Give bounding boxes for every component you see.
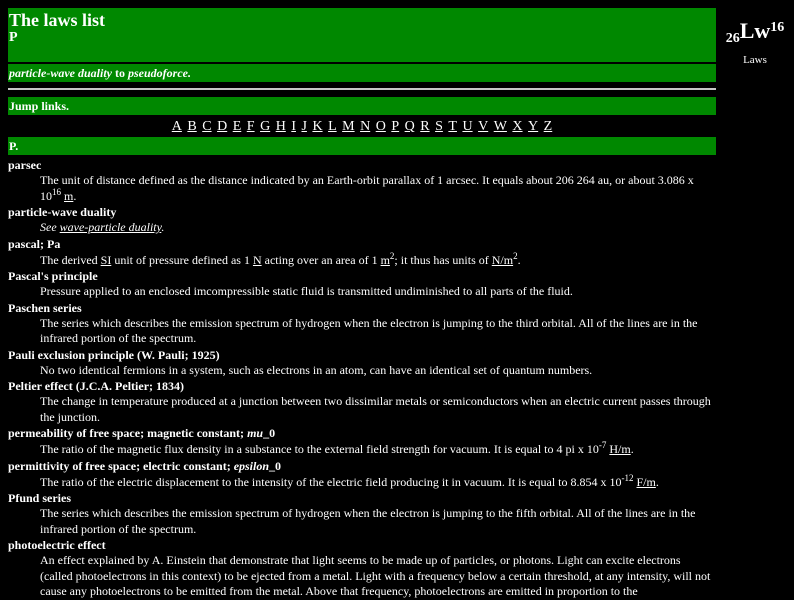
link-m2[interactable]: m [380, 252, 390, 267]
term-pauli-exclusion-principle: Pauli exclusion principle (W. Pauli; 1925) [8, 347, 220, 362]
jump-link-t[interactable]: T [448, 119, 457, 134]
definition-photoelectric-effect: An effect explained by A. Einstein that demonstrate that light seems to be made up of particles, or photons. Light can excite electrons (called photoelectrons in this context) to be ejected from a metal. Light with a frequency below a certain threshold, at any intensity, will not cause any photoelectrons to be emitted from the metal. Above that frequency, photoelectrons are emitted in proportion to the [40, 553, 711, 598]
jump-link-k[interactable]: K [312, 119, 323, 134]
definition-pascal: The derived SI unit of pressure defined as 1 N acting over an area of 1 $m^2$; it thus has units of $N/m^2$. [40, 250, 521, 267]
jump-link-e[interactable]: E [232, 119, 242, 134]
link-m[interactable]: m [64, 188, 74, 203]
definition-paschen-series: The series which describes the emission spectrum of hydrogen when the electron is jumping to the third orbital. All of the lines are in the infrared portion of the spectrum. [40, 315, 698, 345]
jump-link-h[interactable]: H [275, 119, 286, 134]
section-letter: P [9, 30, 18, 45]
logo-label: Laws [743, 54, 767, 66]
term-pascals-principle: Pascal's principle [8, 269, 98, 283]
definition-permeability: The ratio of the magnetic flux density in a substance to the external field strength for vacuum. It is equal to 4 pi x $10^{-7}$ H/m. [40, 440, 634, 456]
definition-peltier-effect: The change in temperature produced at a junction between two dissimilar metals or semiconductors when an electric current passes through the junction. [40, 394, 711, 424]
range-end: pseudoforce. [127, 66, 191, 80]
jump-link-z[interactable]: Z [543, 119, 553, 134]
jump-links [8, 118, 716, 135]
jump-links-heading: Jump links. [8, 97, 716, 115]
jump-link-j[interactable]: J [301, 119, 307, 134]
jump-link-b[interactable]: B [187, 119, 197, 134]
link-n-per-m[interactable]: N/m [491, 252, 514, 267]
term-pfund-series: Pfund series [8, 491, 71, 505]
link-si[interactable]: SI [100, 252, 112, 267]
section-heading: P. [8, 137, 716, 155]
jump-link-r[interactable]: R [420, 119, 430, 134]
jump-link-a[interactable]: A [171, 119, 182, 134]
definition-permittivity: The ratio of the electric displacement to the intensity of the electric field producing it in vacuum. It is equal to 8.854 x $10^{-12}$ F/m. [40, 472, 659, 489]
term-pascal: pascal; Pa [8, 236, 61, 251]
range-mid: to [114, 66, 125, 80]
sidebar [716, 8, 794, 69]
range-start: particle-wave duality [9, 66, 112, 80]
jump-link-m[interactable]: M [342, 119, 355, 134]
jump-link-n[interactable]: N [360, 119, 371, 134]
jump-link-v[interactable]: V [478, 119, 489, 134]
definition-pfund-series: The series which describes the emission spectrum of hydrogen when the electron is jumping to the fifth orbital. All of the lines are in the infrared portion of the spectrum. [40, 506, 696, 536]
jump-link-i[interactable]: I [291, 119, 296, 134]
term-paschen-series: Paschen series [8, 300, 82, 315]
definition-particle-wave-duality: See wave-particle duality. [40, 220, 165, 234]
jump-link-g[interactable]: G [260, 119, 271, 134]
term-permeability: permeability of free space; magnetic constant; mu_0 [8, 426, 276, 440]
jump-link-f[interactable]: F [246, 119, 255, 134]
jump-link-d[interactable]: D [217, 119, 228, 134]
jump-link-u[interactable]: U [462, 119, 473, 134]
jump-link-q[interactable]: Q [404, 119, 415, 134]
term-particle-wave-duality: particle-wave duality [8, 205, 117, 219]
main-content [8, 8, 716, 600]
term-parsec: parsec [8, 158, 42, 172]
jump-link-y[interactable]: Y [528, 119, 539, 134]
range-bar [8, 64, 716, 82]
definition-parsec: The unit of distance defined as the distance indicated by an Earth-orbit parallax of 1 arcsec. It equals about 206 264 au, or about 3.086 x $10^{16}$ m. [40, 173, 694, 203]
definition-pauli-exclusion-principle: No two identical fermions in a system, such as electrons in an atom, can have an identical set of quantum numbers. [40, 362, 593, 377]
link-f-per-m[interactable]: F/m [636, 474, 656, 489]
link-h-per-m[interactable]: H/m [609, 442, 631, 456]
title-bar [8, 8, 716, 62]
term-photoelectric-effect: photoelectric effect [8, 538, 106, 552]
laws-logo[interactable]: 26Lw$^{16}$ [725, 18, 785, 46]
link-wave-particle-duality[interactable]: wave-particle duality [59, 220, 162, 234]
glossary-list [8, 157, 716, 600]
jump-link-x[interactable]: X [512, 119, 523, 134]
divider [8, 88, 716, 90]
definition-pascals-principle: Pressure applied to an enclosed imcompressible static fluid is transmitted undiminished to all parts of the fluid. [40, 284, 573, 298]
jump-link-p[interactable]: P [391, 119, 400, 134]
link-n[interactable]: N [252, 252, 262, 267]
jump-link-w[interactable]: W [493, 119, 507, 134]
jump-link-s[interactable]: S [435, 119, 443, 134]
term-permittivity: permittivity of free space; electric constant; epsilon_0 [8, 458, 282, 473]
jump-link-c[interactable]: C [202, 119, 212, 134]
page-title: The laws list [9, 10, 106, 30]
jump-link-l[interactable]: L [328, 119, 337, 134]
jump-link-o[interactable]: O [375, 119, 386, 134]
term-peltier-effect: Peltier effect (J.C.A. Peltier; 1834) [8, 379, 185, 393]
